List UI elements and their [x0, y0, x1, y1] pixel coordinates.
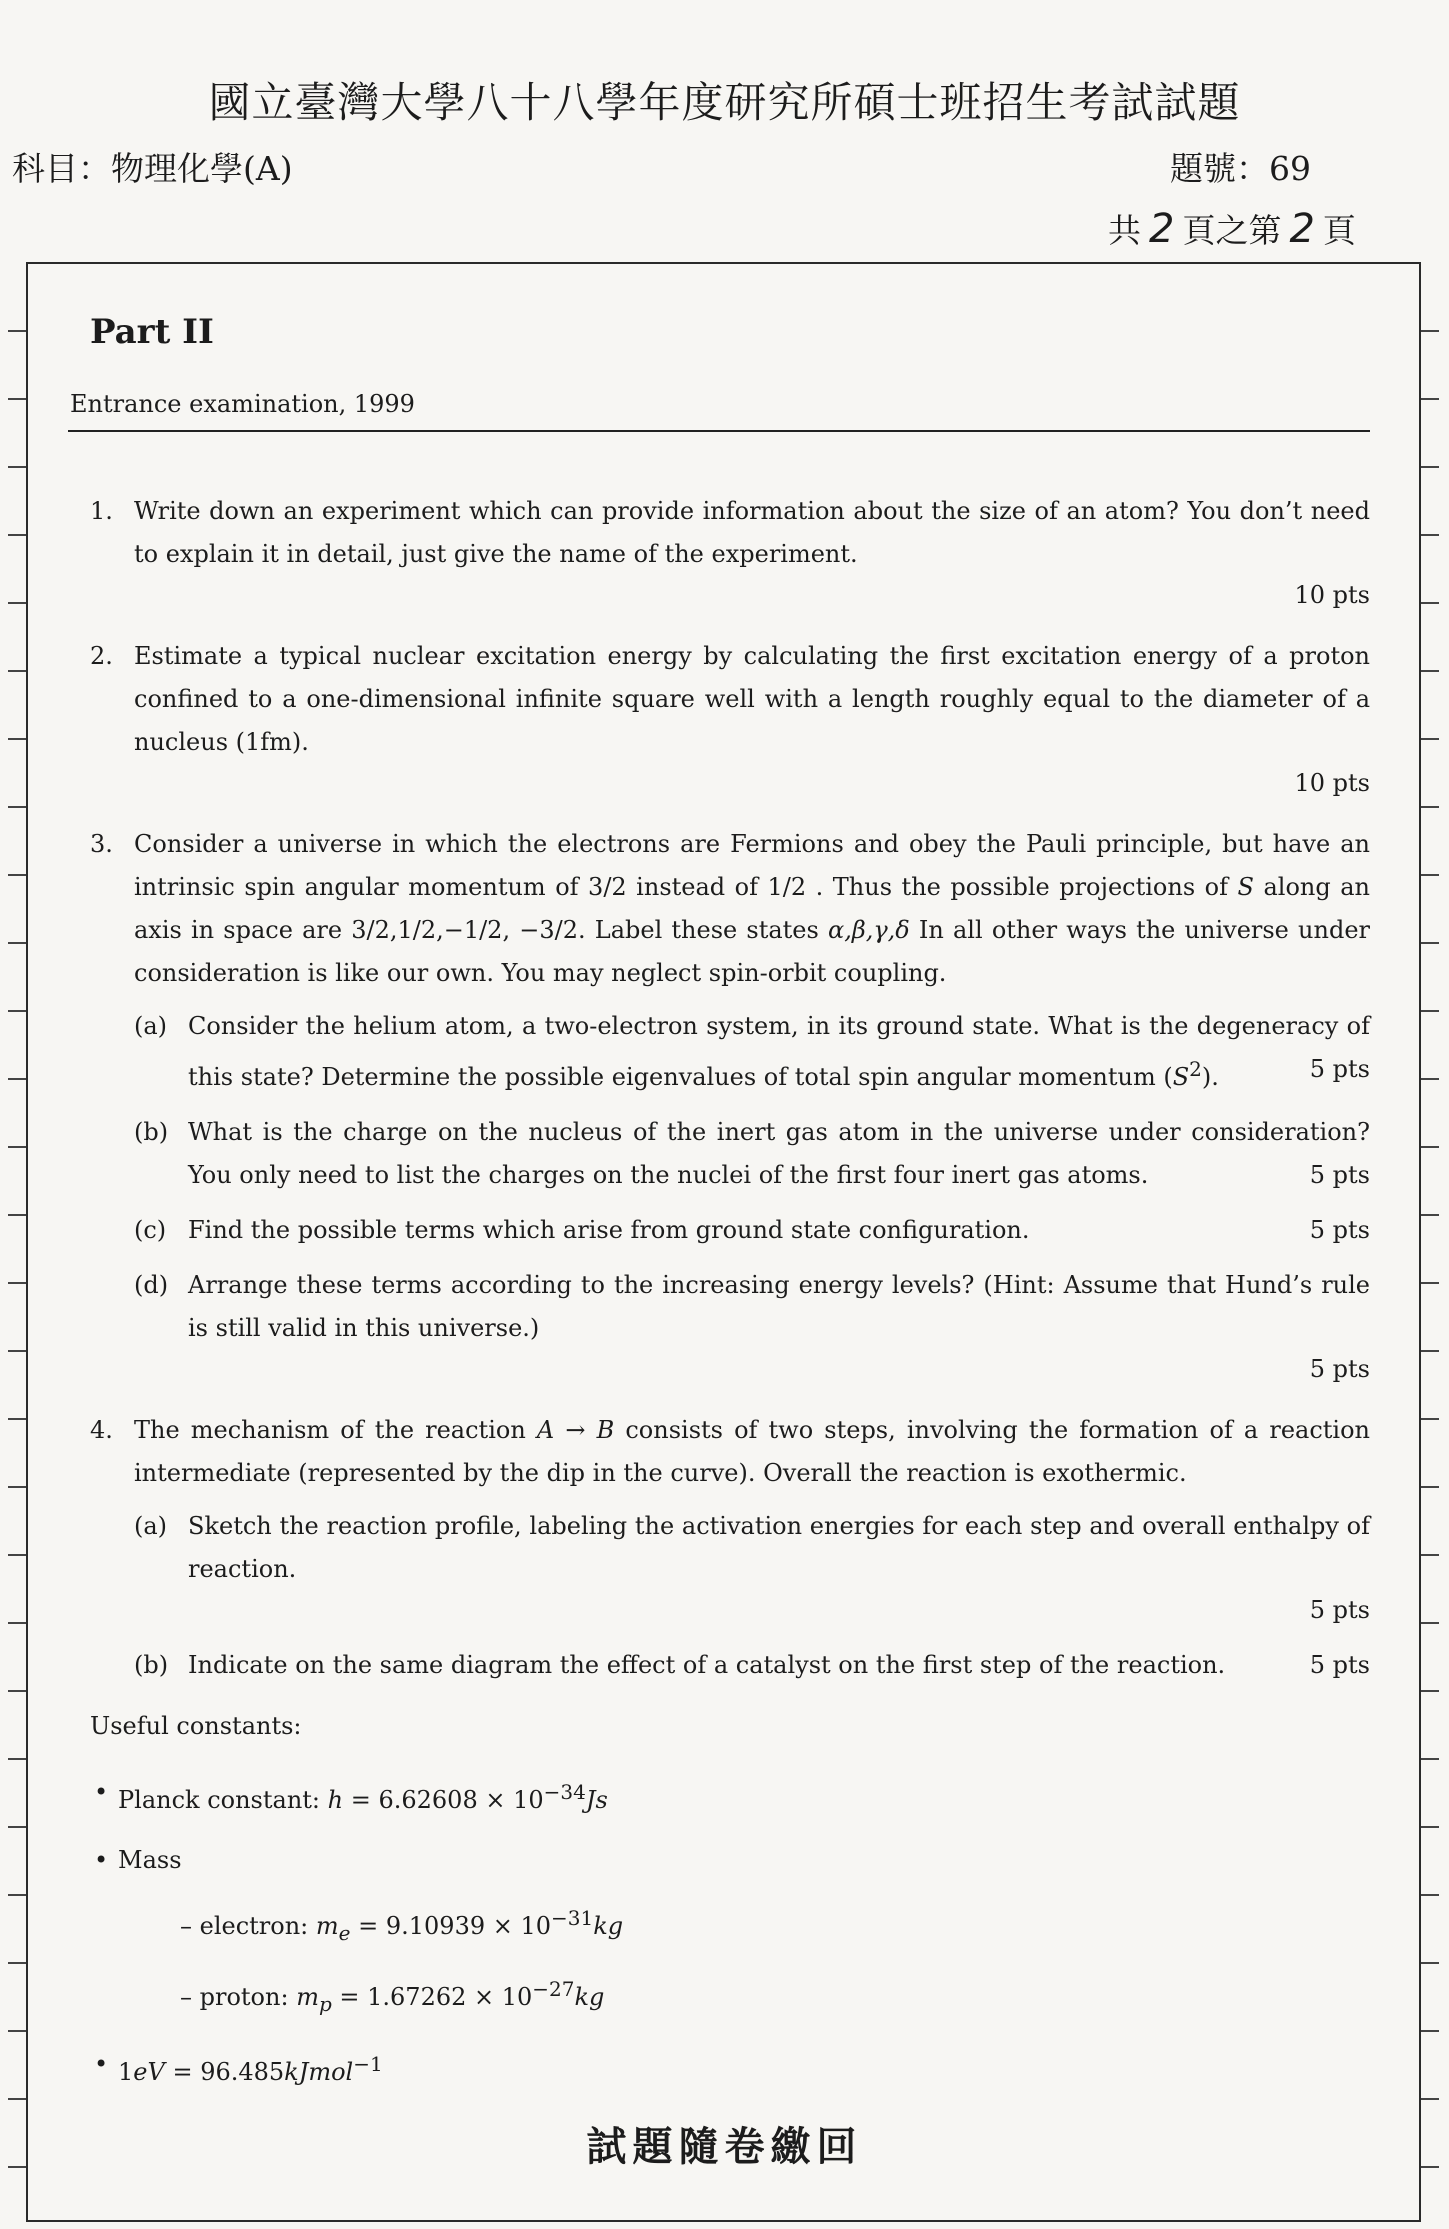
- margin-tick: [8, 2030, 26, 2032]
- text-segment: Planck constant:: [118, 1786, 328, 1814]
- arrow-symbol: →: [554, 1416, 597, 1444]
- subquestion-label: (d): [134, 1271, 169, 1299]
- pages-prefix: 共: [1108, 211, 1141, 250]
- margin-tick: [1421, 2030, 1439, 2032]
- math-symbol: h: [327, 1786, 344, 1814]
- margin-tick: [8, 1826, 26, 1828]
- margin-tick: [1421, 1010, 1439, 1012]
- margin-tick: [8, 2098, 26, 2100]
- text-segment: In all other ways the universe under consideration is like our own. You may neglect spin-orbit coupling.: [134, 916, 1370, 987]
- question-text: [134, 1409, 1370, 1495]
- text-segment: Indicate on the same diagram the effect of a catalyst on the first step of the reaction.: [188, 1651, 1226, 1679]
- unit-symbol: Js: [585, 1786, 608, 1814]
- points-label: 5 pts: [1309, 1596, 1370, 1624]
- margin-tick: [8, 1078, 26, 1080]
- question-2: [90, 635, 1370, 805]
- margin-tick: [1421, 806, 1439, 808]
- superscript: 2: [1189, 1057, 1202, 1081]
- subquestion-3a: [134, 1005, 1370, 1099]
- subquestion-3b: [134, 1111, 1370, 1197]
- text-segment: Mass: [118, 1846, 182, 1874]
- margin-tick: [8, 1214, 26, 1216]
- ev-conversion: [90, 2044, 1370, 2092]
- margin-ticks-left: [8, 262, 26, 2222]
- text-segment: – proton:: [180, 1982, 297, 2011]
- margin-tick: [1421, 1690, 1439, 1692]
- mass-list: [118, 1898, 1370, 2024]
- subquestion-text: [188, 1005, 1370, 1099]
- math-symbol: α,β,γ,δ: [827, 916, 910, 944]
- exam-line: Entrance examination, 1999: [70, 390, 415, 418]
- margin-tick: [1421, 1214, 1439, 1216]
- margin-tick: [1421, 942, 1439, 944]
- subquestion-3d: [134, 1264, 1370, 1391]
- question-1: [90, 490, 1370, 617]
- margin-tick: [1421, 738, 1439, 740]
- text-segment: = 96.485: [164, 2057, 285, 2086]
- margin-tick: [8, 1010, 26, 1012]
- unit-symbol: kg: [574, 1982, 605, 2011]
- text-segment: Consider the helium atom, a two-electron system, in its ground state. What is the degeneracy of this state? Determine the possible eigenvalues of total spin angular momentum (: [188, 1012, 1370, 1091]
- margin-tick: [8, 1554, 26, 1556]
- margin-tick: [8, 806, 26, 808]
- margin-tick: [1421, 1826, 1439, 1828]
- question-3: [90, 823, 1370, 1391]
- margin-tick: [1421, 2098, 1439, 2100]
- subject-label: 科目：物理化學(A): [12, 149, 293, 188]
- margin-tick: [8, 1146, 26, 1148]
- points-label: 5 pts: [1309, 1355, 1370, 1383]
- points-label: 5 pts: [1309, 1055, 1370, 1083]
- margin-tick: [1421, 1894, 1439, 1896]
- math-symbol: m: [315, 1912, 339, 1940]
- margin-tick: [1421, 466, 1439, 468]
- margin-tick: [8, 1758, 26, 1760]
- margin-ticks-right: [1421, 262, 1439, 2222]
- question-number: 題號：69: [1170, 149, 1311, 188]
- subquestion-text: [188, 1209, 1370, 1252]
- margin-tick: [1421, 874, 1439, 876]
- margin-tick: [8, 398, 26, 400]
- question-text: Estimate a typical nuclear excitation energy by calculating the first excitation energy of a proton confined to a one-dimensional infinite square well with a length roughly equal to the diameter of a nucleus (1fm).: [134, 642, 1370, 756]
- subquestion-4b: [134, 1644, 1370, 1687]
- subquestion-4a: [134, 1505, 1370, 1632]
- electron-mass: [180, 1898, 1370, 1953]
- margin-tick: [1421, 534, 1439, 536]
- pages-middle: 頁之第: [1182, 211, 1282, 250]
- text-segment: 1: [118, 2057, 134, 2086]
- math-symbol: eV: [133, 2057, 165, 2086]
- constants-list: [90, 1772, 1370, 2092]
- text-segment: The mechanism of the reaction: [134, 1416, 537, 1444]
- divider: [68, 430, 1370, 432]
- margin-tick: [1421, 1962, 1439, 1964]
- text-segment: What is the charge on the nucleus of the inert gas atom in the universe under consideration? You only need to list the charges on the nuclei of the first four inert gas atoms.: [188, 1118, 1370, 1189]
- math-symbol: S: [1172, 1063, 1190, 1091]
- margin-tick: [8, 1690, 26, 1692]
- margin-tick: [1421, 398, 1439, 400]
- mass-constants: [90, 1840, 1370, 2024]
- bullet-icon: •: [94, 2049, 109, 2078]
- return-notice: 試題隨卷繳回: [586, 2123, 863, 2170]
- math-symbol: S: [1237, 873, 1254, 901]
- unit-symbol: kg: [593, 1912, 624, 1940]
- bullet-icon: •: [94, 1846, 109, 1874]
- text-segment: = 1.67262 × 10: [331, 1982, 533, 2011]
- math-symbol: A: [536, 1416, 555, 1444]
- superscript: −31: [551, 1906, 594, 1930]
- points-label: 5 pts: [1309, 1216, 1370, 1244]
- margin-tick: [8, 1622, 26, 1624]
- subquestion-label: (c): [134, 1216, 167, 1244]
- pages-suffix: 頁: [1322, 211, 1356, 250]
- margin-tick: [1421, 1282, 1439, 1284]
- points-label: 5 pts: [1309, 1161, 1370, 1189]
- margin-tick: [8, 602, 26, 604]
- math-symbol: m: [296, 1982, 319, 2011]
- text-segment: – electron:: [180, 1912, 316, 1940]
- margin-tick: [8, 670, 26, 672]
- margin-tick: [1421, 1078, 1439, 1080]
- margin-tick: [1421, 1554, 1439, 1556]
- margin-tick: [8, 534, 26, 536]
- superscript: −34: [543, 1780, 586, 1804]
- margin-tick: [1421, 670, 1439, 672]
- superscript: −1: [353, 2051, 383, 2076]
- text-segment: Find the possible terms which arise from ground state configuration.: [188, 1216, 1030, 1244]
- subquestion-label: (b): [134, 1118, 169, 1146]
- question-number-label: 2.: [90, 642, 113, 670]
- margin-tick: [8, 1350, 26, 1352]
- question-4: [90, 1409, 1370, 1687]
- pages-total: 2: [1149, 206, 1175, 252]
- subquestion-3c: [134, 1209, 1370, 1252]
- margin-tick: [1421, 1486, 1439, 1488]
- proton-mass: [180, 1969, 1370, 2024]
- margin-tick: [1421, 1758, 1439, 1760]
- margin-tick: [1421, 1622, 1439, 1624]
- subquestion-label: (b): [134, 1651, 169, 1679]
- margin-tick: [8, 1282, 26, 1284]
- text-segment: Consider a universe in which the electrons are Fermions and obey the Pauli principle, but have an intrinsic spin angular momentum of 3/2 instead of 1/2 . Thus the possible projections of: [134, 830, 1370, 901]
- pages-current: 2: [1289, 206, 1315, 252]
- bullet-icon: •: [94, 1778, 109, 1806]
- points-label: 5 pts: [1309, 1651, 1370, 1679]
- subscript: p: [318, 1991, 332, 2016]
- margin-tick: [8, 942, 26, 944]
- subscript: e: [338, 1920, 351, 1945]
- margin-tick: [1421, 330, 1439, 332]
- text-segment: consists of two steps, involving the formation of a reaction intermediate (represented by the dip in the curve). Overall the reaction is exothermic.: [134, 1416, 1370, 1487]
- margin-tick: [8, 1962, 26, 1964]
- margin-tick: [1421, 1418, 1439, 1420]
- subquestion-label: (a): [134, 1012, 168, 1040]
- subquestion-text: Sketch the reaction profile, labeling the activation energies for each step and overall enthalpy of reaction.: [188, 1512, 1370, 1583]
- question-number-label: 4.: [90, 1416, 113, 1444]
- useful-constants-title: Useful constants:: [90, 1712, 302, 1740]
- part-title: Part II: [90, 312, 214, 352]
- text-segment: = 9.10939 × 10: [350, 1912, 552, 1940]
- margin-tick: [1421, 1146, 1439, 1148]
- question-list: [90, 490, 1370, 2112]
- planck-constant: [90, 1772, 1370, 1820]
- math-symbol: B: [596, 1416, 615, 1444]
- question-number-label: 3.: [90, 830, 113, 858]
- margin-tick: [8, 466, 26, 468]
- text-segment: along an axis in space are 3/2,1/2,−1/2, −3/2. Label these states: [134, 873, 1370, 944]
- margin-tick: [8, 874, 26, 876]
- margin-tick: [1421, 1350, 1439, 1352]
- margin-tick: [8, 1486, 26, 1488]
- points-label: 10 pts: [1294, 581, 1370, 609]
- unit-symbol: kJmol: [284, 2057, 354, 2086]
- subquestion-text: [188, 1644, 1370, 1687]
- margin-tick: [8, 1894, 26, 1896]
- text-segment: = 6.62608 × 10: [343, 1786, 544, 1814]
- margin-tick: [8, 1418, 26, 1420]
- points-label: 10 pts: [1294, 769, 1370, 797]
- superscript: −27: [532, 1976, 575, 2001]
- subquestion-label: (a): [134, 1512, 168, 1540]
- margin-tick: [8, 738, 26, 740]
- question-text: [134, 823, 1370, 995]
- margin-tick: [1421, 602, 1439, 604]
- question-number-label: 1.: [90, 497, 113, 525]
- subquestion-text: Arrange these terms according to the increasing energy levels? (Hint: Assume that Hund’s rule is still valid in this universe.): [188, 1271, 1370, 1342]
- page-indicator: [1108, 205, 1356, 252]
- text-segment: ).: [1201, 1063, 1219, 1091]
- margin-tick: [8, 330, 26, 332]
- exam-title: 國立臺灣大學八十八學年度研究所碩士班招生考試試題: [208, 78, 1241, 127]
- subquestion-text: [188, 1111, 1370, 1197]
- question-text: Write down an experiment which can provide information about the size of an atom? You don’t need to explain it in detail, just give the name of the experiment.: [134, 497, 1370, 568]
